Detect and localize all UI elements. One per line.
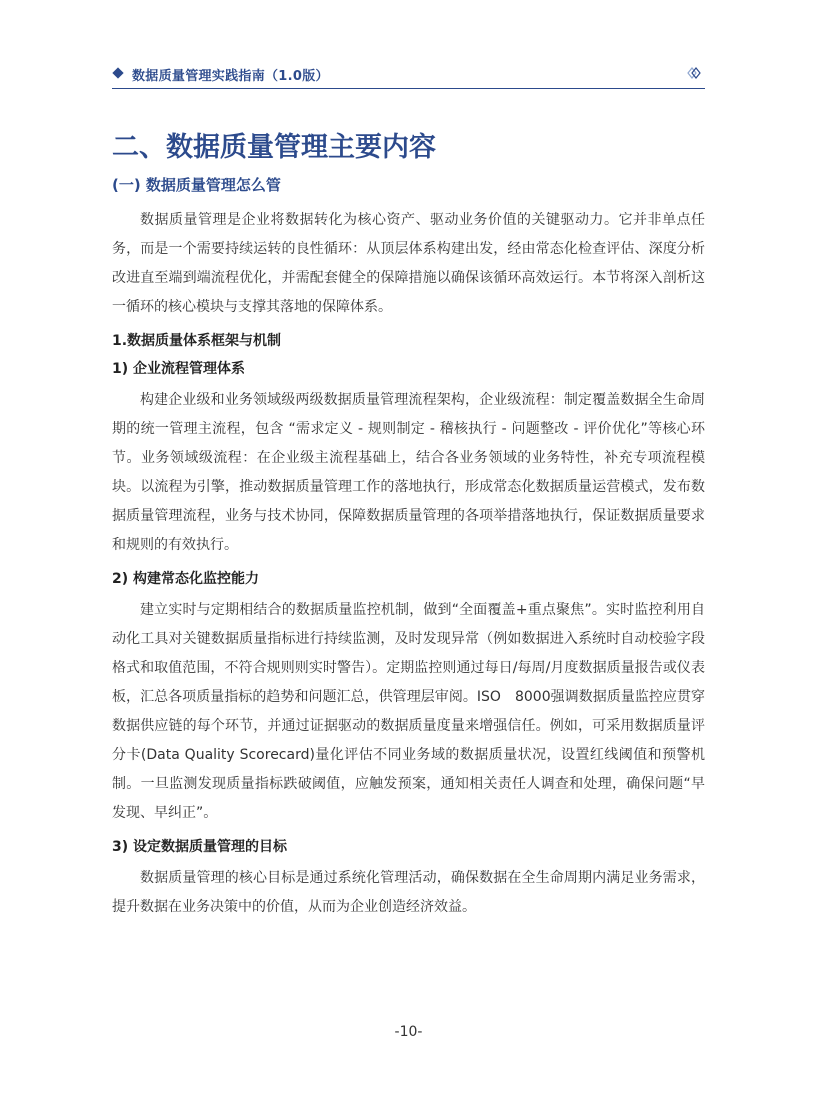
diamond-bullet-icon (112, 67, 123, 78)
header-divider (112, 88, 705, 89)
page-header (112, 62, 705, 88)
heading-framework: 1.数据质量体系框架与机制 (112, 333, 282, 349)
double-diamond-logo-icon (683, 64, 705, 82)
item-1-title: 1) 企业流程管理体系 (112, 361, 246, 377)
section-title: 二、数据质量管理主要内容 (112, 132, 436, 163)
page-content (112, 128, 705, 930)
item-2-title: 2) 构建常态化监控能力 (112, 571, 260, 587)
page-number: -10- (394, 1024, 423, 1040)
intro-paragraph: 数据质量管理是企业将数据转化为核心资产、驱动业务价值的关键驱动力。它并非单点任务，而是一个需要持续运转的良性循环：从顶层体系构建出发，经由常态化检查评估、深度分析改进直至端到端流程优化，并需配套健全的保障措施以确保该循环高效运行。本节将深入剖析这一循环的核心模块与支撑其落地的保障体系。 (112, 212, 705, 315)
item-3-paragraph: 数据质量管理的核心目标是通过系统化管理活动，确保数据在全生命周期内满足业务需求，提升数据在业务决策中的价值，从而为企业创造经济效益。 (112, 870, 705, 915)
subsection-title: (一) 数据质量管理怎么管 (112, 176, 281, 194)
item-1-paragraph: 构建企业级和业务领域级两级数据质量管理流程架构，企业级流程：制定覆盖数据全生命周期的统一管理主流程，包含 “需求定义 - 规则制定 - 稽核执行 - 问题整改 - 评价优化”等核心环节。业务领域级流程：在企业级主流程基础上，结合各业务领域的业务特性，补充专项流程模块。以流程为引擎，推动数据质量管理工作的落地执行，形成常态化数据质量运营模式，发布数据质量管理流程，业务与技术协同，保障数据质量管理的各项举措落地执行，保证数据质量要求和规则的有效执行。 (112, 392, 705, 553)
item-2-paragraph: 建立实时与定期相结合的数据质量监控机制，做到“全面覆盖+重点聚焦”。实时监控利用自动化工具对关键数据质量指标进行持续监测，及时发现异常（例如数据进入系统时自动校验字段格式和取值范围，不符合规则则实时警告）。定期监控则通过每日/每周/月度数据质量报告或仪表板，汇总各项质量指标的趋势和问题汇总，供管理层审阅。ISO 8000强调数据质量监控应贯穿数据供应链的每个环节，并通过证据驱动的数据质量度量来增强信任。例如，可采用数据质量评分卡(Data Quality Scorecard)量化评估不同业务域的数据质量状况，设置红线阈值和预警机制。一旦监测发现质量指标跌破阈值，应触发预案，通知相关责任人调查和处理，确保问题“早发现、早纠正”。 (112, 602, 705, 821)
header-title: 数据质量管理实践指南（1.0版） (132, 69, 329, 84)
item-3-title: 3) 设定数据质量管理的目标 (112, 839, 288, 855)
